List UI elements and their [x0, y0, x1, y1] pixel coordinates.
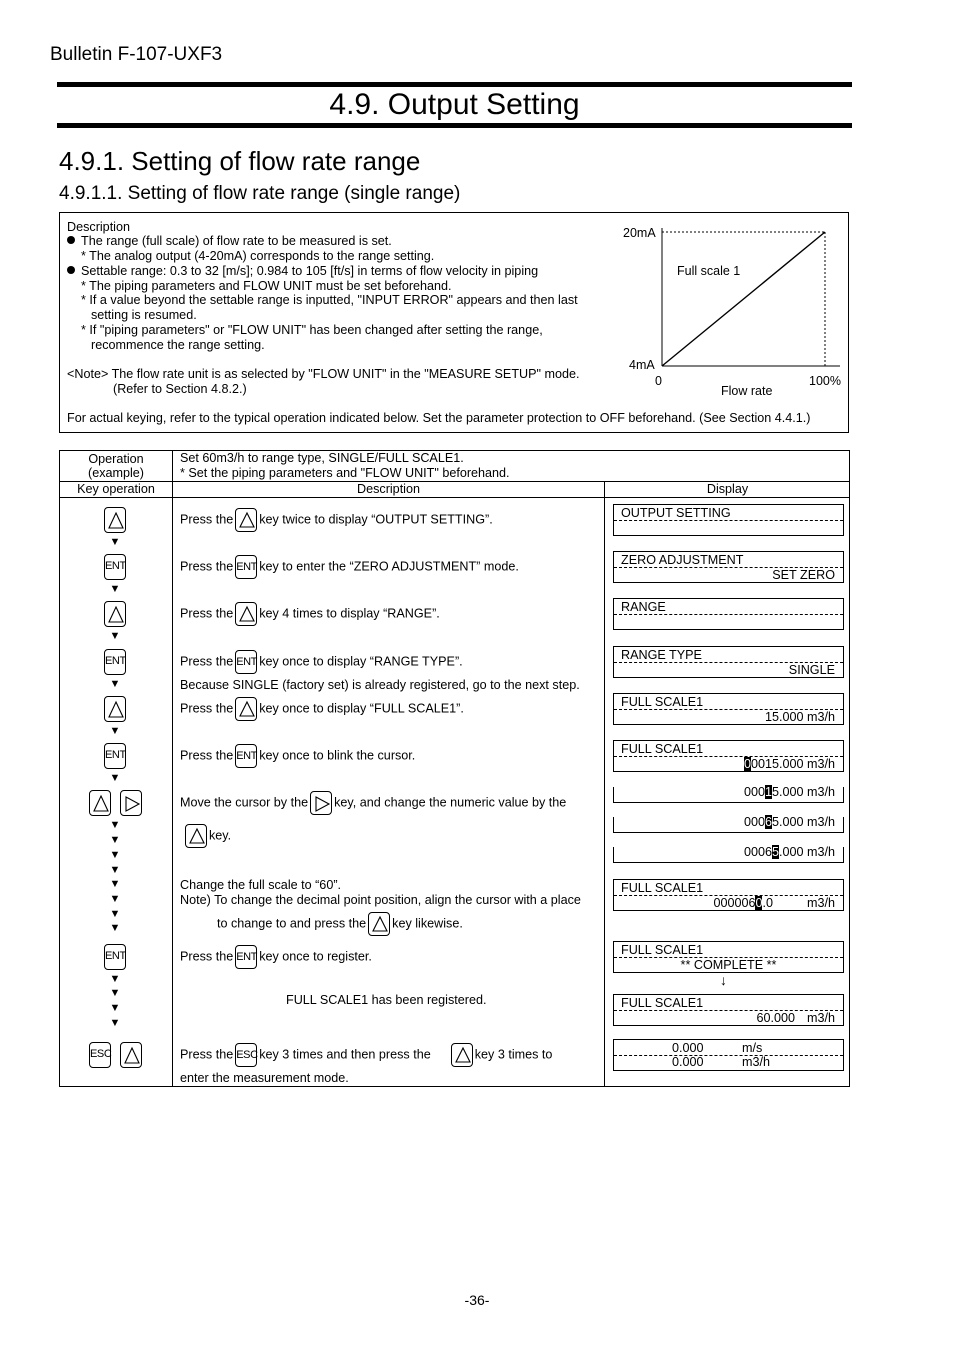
up-key[interactable]	[120, 1042, 142, 1068]
ent-key[interactable]: ENT	[104, 944, 126, 970]
lcd-display: FULL SCALE1 ** COMPLETE **	[613, 941, 844, 973]
up-key-icon	[451, 1043, 473, 1067]
graph-x-axis-label: Flow rate	[721, 384, 773, 398]
subsubsection-title: 4.9.1.1. Setting of flow rate range (single range)	[59, 183, 461, 204]
lcd-display: RANGE	[613, 598, 844, 630]
col-divider	[172, 451, 173, 1087]
cursor: 6	[764, 815, 772, 829]
lcd-display-line: 00015.000 m3/h	[613, 787, 844, 803]
up-key-icon	[185, 824, 207, 848]
down-arrow-icon: ▼	[109, 1002, 121, 1014]
up-key[interactable]	[104, 696, 126, 722]
cursor: 0	[743, 757, 751, 771]
op-header-2: (example)	[88, 466, 144, 480]
down-arrow-icon: ▼	[109, 1017, 121, 1029]
down-arrow-icon: ▼	[109, 725, 121, 737]
op-text-1: Set 60m3/h to range type, SINGLE/FULL SCALE1.	[180, 451, 464, 465]
down-arrow-icon: ↓	[720, 972, 727, 988]
graph-output-line	[662, 232, 825, 366]
description-note: * If a value beyond the settable range is inputted, "INPUT ERROR" appears and then last	[81, 293, 578, 307]
up-key[interactable]	[104, 507, 126, 533]
down-arrow-icon: ▼	[109, 536, 121, 548]
op-text-2: * Set the piping parameters and "FLOW UNIT" beforehand.	[180, 466, 510, 480]
step-11: Press the ESC key 3 times and then press the key 3 times to	[180, 1043, 552, 1067]
lcd-display: OUTPUT SETTING	[613, 504, 844, 536]
graph-y-top-label: 20mA	[623, 226, 656, 240]
step-5: Press the key once to display “FULL SCALE1”.	[180, 697, 464, 721]
down-arrow-icon: ▼	[109, 583, 121, 595]
step-9: Press the ENT key once to register.	[180, 945, 372, 969]
graph-x-left-label: 0	[655, 374, 662, 388]
ent-key[interactable]: ENT	[104, 743, 126, 769]
bullet-icon	[67, 266, 75, 274]
step-8: Change the full scale to “60”.	[180, 878, 342, 892]
bulletin-number: Bulletin F-107-UXF3	[50, 44, 223, 65]
down-arrow-icon: ▼	[109, 772, 121, 784]
step-8-note-cont: to change to and press the key likewise.	[217, 912, 463, 936]
step-7: Move the cursor by the key, and change the numeric value by the	[180, 791, 566, 815]
down-arrow-icon: ▼	[109, 878, 121, 890]
up-key[interactable]	[104, 601, 126, 627]
flow-unit-note-ref: (Refer to Section 4.8.2.)	[113, 382, 247, 396]
row-divider	[60, 497, 850, 498]
op-header-1: Operation	[88, 452, 144, 466]
subsection-title: 4.9.1. Setting of flow rate range	[59, 146, 421, 176]
flow-unit-note: <Note> The flow rate unit is as selected by "FLOW UNIT" in the "MEASURE SETUP" mode.	[67, 367, 580, 381]
step-8-note: Note) To change the decimal point position, align the cursor with a place	[180, 893, 581, 907]
output-graph	[615, 218, 847, 398]
right-key[interactable]	[120, 790, 142, 816]
up-key-icon	[235, 697, 257, 721]
right-key-icon	[310, 791, 332, 815]
step-4: Press the ENT key once to display “RANGE TYPE”.	[180, 650, 463, 674]
description-note: * The analog output (4-20mA) corresponds to the range setting.	[81, 249, 435, 263]
down-arrow-icon: ▼	[109, 678, 121, 690]
description-bullet-2: Settable range: 0.3 to 32 [m/s]; 0.984 to 105 [ft/s] in terms of flow velocity in piping	[67, 264, 538, 279]
cursor: 5	[771, 845, 779, 859]
ent-key-icon: ENT	[235, 650, 257, 674]
down-arrow-icon: ▼	[109, 908, 121, 920]
col-header-description: Description	[357, 482, 420, 496]
step-6: Press the ENT key once to blink the cursor.	[180, 744, 415, 768]
keying-note: For actual keying, refer to the typical operation indicated below. Set the parameter protection to OFF beforehand. (See Section 4.4.1.)	[67, 411, 811, 425]
down-arrow-icon: ▼	[109, 864, 121, 876]
up-key-icon	[368, 912, 390, 936]
step-7-cont: key.	[183, 824, 231, 848]
step-10: FULL SCALE1 has been registered.	[286, 993, 487, 1007]
bullet-icon	[67, 236, 75, 244]
step-3: Press the key 4 times to display “RANGE”.	[180, 602, 440, 626]
up-key-icon	[235, 508, 257, 532]
down-arrow-icon: ▼	[109, 922, 121, 934]
section-title: 4.9. Output Setting	[329, 88, 580, 121]
step-1: Press the key twice to display “OUTPUT SETTING”.	[180, 508, 493, 532]
ent-key-icon: ENT	[235, 555, 257, 579]
lcd-display: ZERO ADJUSTMENT SET ZERO	[613, 551, 844, 583]
lcd-display: FULL SCALE1 00015.000 m3/h	[613, 740, 844, 772]
cursor: 0	[755, 896, 763, 910]
down-arrow-icon: ▼	[109, 973, 121, 985]
lcd-display: FULL SCALE1 15.000 m3/h	[613, 693, 844, 725]
graph-x-right-label: 100%	[809, 374, 841, 388]
col-divider	[604, 481, 605, 1087]
lcd-display: FULL SCALE1 60.000 m3/h	[613, 994, 844, 1026]
title-rule-top	[57, 82, 852, 87]
step-2: Press the ENT key to enter the “ZERO ADJUSTMENT” mode.	[180, 555, 519, 579]
col-header-key: Key operation	[77, 482, 155, 496]
ent-key[interactable]: ENT	[104, 649, 126, 675]
graph-y-bottom-label: 4mA	[629, 358, 655, 372]
step-4-note: Because SINGLE (factory set) is already registered, go to the next step.	[180, 678, 580, 692]
ent-key-icon: ENT	[235, 945, 257, 969]
description-note: * The piping parameters and FLOW UNIT must be set beforehand.	[81, 279, 452, 293]
description-box	[59, 212, 849, 433]
down-arrow-icon: ▼	[109, 987, 121, 999]
col-header-display: Display	[706, 482, 749, 496]
down-arrow-icon: ▼	[109, 893, 121, 905]
lcd-display-line: 00065.000 m3/h	[613, 817, 844, 833]
description-note: setting is resumed.	[91, 308, 197, 322]
lcd-display: FULL SCALE1 0000060.0 m3/h	[613, 879, 844, 911]
title-rule-bottom	[57, 123, 852, 128]
page-number: -36-	[464, 1292, 490, 1308]
up-key[interactable]	[89, 790, 111, 816]
esc-key[interactable]: ESC	[89, 1042, 111, 1068]
description-note: recommence the range setting.	[91, 338, 265, 352]
description-bullet-1: The range (full scale) of flow rate to be measured is set.	[67, 234, 392, 249]
ent-key[interactable]: ENT	[104, 554, 126, 580]
step-11-cont: enter the measurement mode.	[180, 1071, 349, 1085]
down-arrow-icon: ▼	[109, 819, 121, 831]
down-arrow-icon: ▼	[109, 849, 121, 861]
up-key-icon	[235, 602, 257, 626]
description-note: * If "piping parameters" or "FLOW UNIT" has been changed after setting the range,	[81, 323, 543, 337]
esc-key-icon: ESC	[235, 1043, 257, 1067]
cursor: 1	[764, 785, 772, 799]
down-arrow-icon: ▼	[109, 834, 121, 846]
description-heading: Description	[67, 220, 130, 234]
lcd-display-line: 00065.000 m3/h	[613, 847, 844, 863]
ent-key-icon: ENT	[235, 744, 257, 768]
lcd-display: 0.000 m/s 0.000 m3/h	[613, 1039, 844, 1071]
lcd-display: RANGE TYPE SINGLE	[613, 646, 844, 678]
down-arrow-icon: ▼	[109, 630, 121, 642]
graph-line-label: Full scale 1	[677, 264, 741, 278]
